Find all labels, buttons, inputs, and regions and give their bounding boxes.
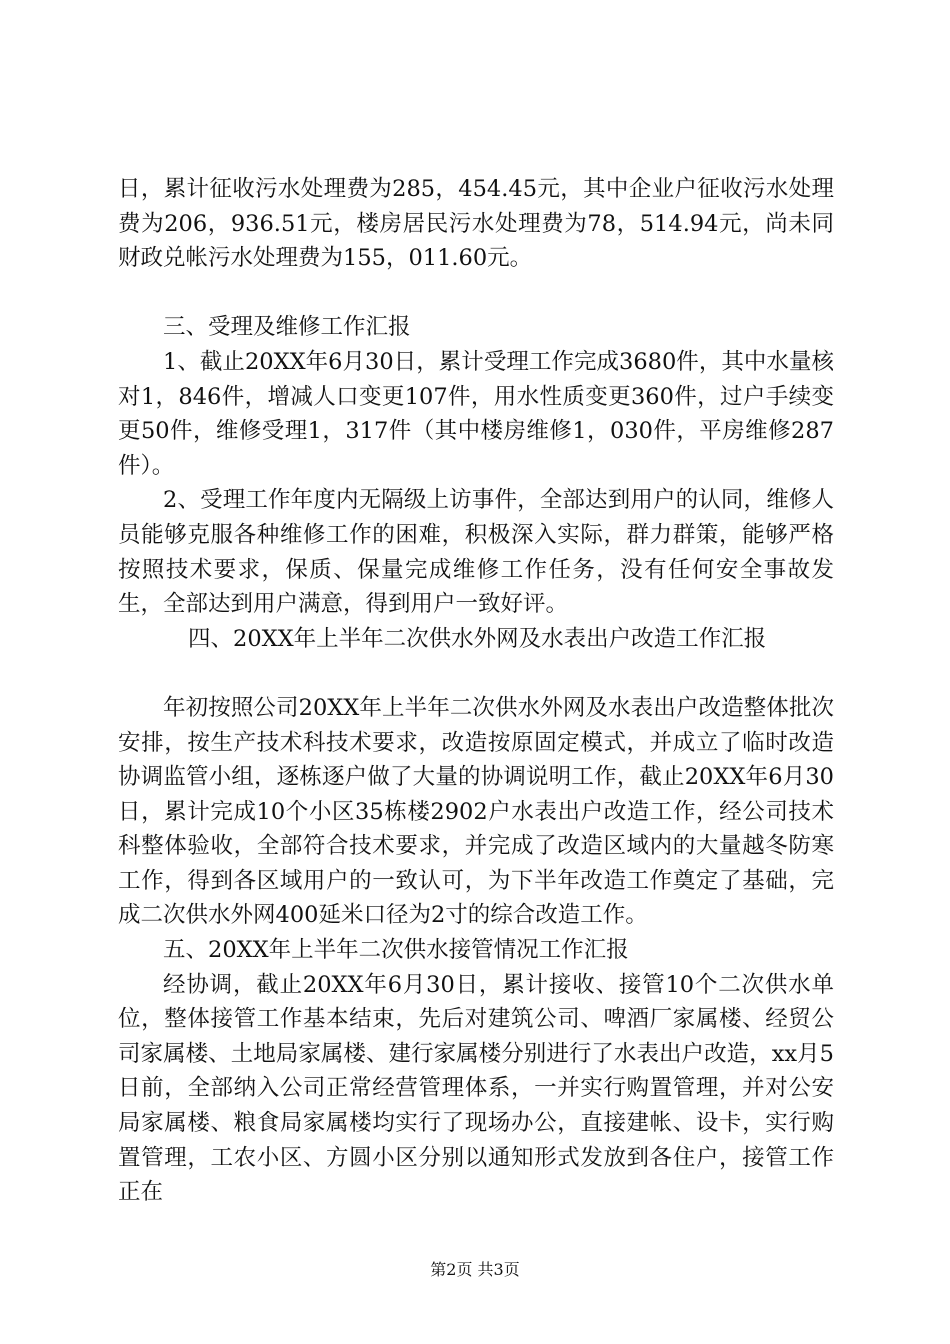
- paragraph-gap: [118, 276, 834, 311]
- page-number-footer: 第2页 共3页: [430, 1260, 520, 1279]
- paragraph-gap: [118, 656, 834, 691]
- paragraph-renovation: 年初按照公司20XX年上半年二次供水外网及水表出户改造整体批次安排，按生产技术科技术要求，改造按原固定模式，并成立了临时改造协调监管小组，逐栋逐户做了大量的协调说明工作，截止20XX年6月30日，累计完成10个小区35栋楼2902户水表出户改造工作，经公司技术科整体验收，全部符合技术要求，并完成了改造区域内的大量越冬防寒工作，得到各区域用户的一致认可，为下半年改造工作奠定了基础，完成二次供水外网400延米口径为2寸的综合改造工作。: [118, 694, 834, 929]
- paragraph-repair-2: 2、受理工作年度内无隔级上访事件，全部达到用户的认同，维修人员能够克服各种维修工作的困难，积极深入实际，群力群策，能够严格按照技术要求，保质、保量完成维修工作任务，没有任何安全事故发生，全部达到用户满意，得到用户一致好评。: [118, 487, 834, 618]
- section-heading-repair: 三、受理及维修工作汇报: [163, 314, 411, 341]
- section-heading-renovation: 四、20XX年上半年二次供水外网及水表出户改造工作汇报: [188, 625, 767, 652]
- section-heading-takeover: 五、20XX年上半年二次供水接管情况工作汇报: [163, 937, 629, 964]
- paragraph-takeover: 经协调，截止20XX年6月30日，累计接收、接管10个二次供水单位，整体接管工作基本结束，先后对建筑公司、啤酒厂家属楼、经贸公司家属楼、土地局家属楼、建行家属楼分别进行了水表出户改造，xx月5日前，全部纳入公司正常经营管理体系，一并实行购置管理，并对公安局家属楼、粮食局家属楼均实行了现场办公，直接建帐、设卡，实行购置管理，工农小区、方圆小区分别以通知形式发放到各住户，接管工作正在: [118, 971, 834, 1206]
- document-body: [118, 172, 834, 1210]
- paragraph-sewage-fee: 日，累计征收污水处理费为285，454.45元，其中企业户征收污水处理费为206，936.51元，楼房居民污水处理费为78，514.94元，尚未同财政兑帐污水处理费为155，011.60元。: [118, 176, 834, 272]
- paragraph-repair-1: 1、截止20XX年6月30日，累计受理工作完成3680件，其中水量核对1，846件，增减人口变更107件，用水性质变更360件，过户手续变更50件，维修受理1，317件（其中楼房维修1，030件，平房维修287件）。: [118, 348, 834, 479]
